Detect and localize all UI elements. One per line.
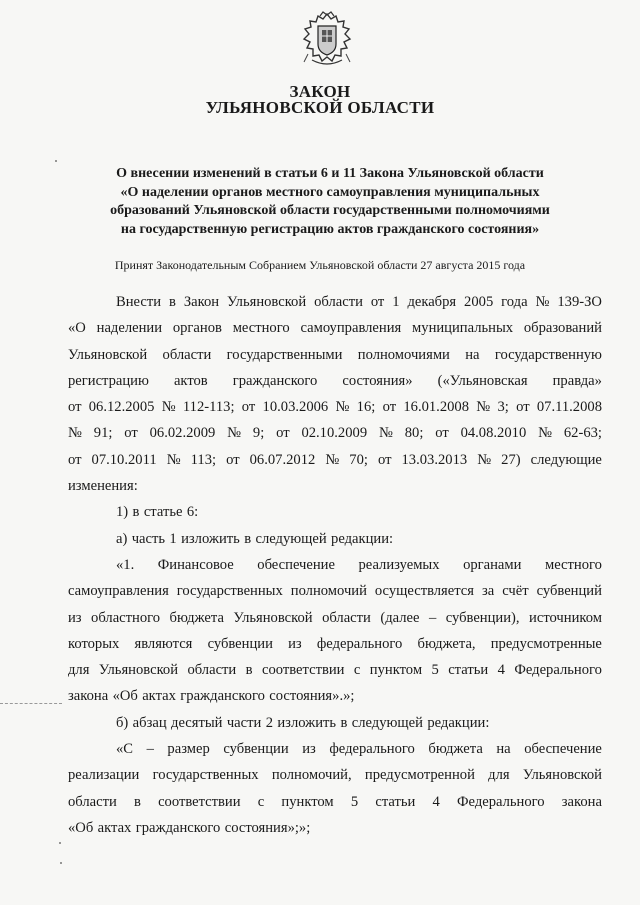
body-word: органов <box>172 320 222 337</box>
body-word: соответствии <box>262 662 345 679</box>
body-word: бюджета <box>428 741 483 758</box>
body-word: источником <box>529 609 602 626</box>
body-line <box>68 657 602 683</box>
body-word: от <box>276 425 290 442</box>
body-word: 5 <box>431 662 439 679</box>
body-word: в <box>168 294 176 310</box>
body-line <box>68 499 602 525</box>
body-word: 27) <box>501 451 521 468</box>
body-word: от <box>124 425 138 442</box>
subject-line: «О наделении органов местного самоуправления муниципальных <box>120 184 540 200</box>
body-word: «С <box>116 741 134 758</box>
body-line <box>68 762 602 788</box>
subject-line: О внесении изменений в статьи 6 и 11 Закона Ульяновской области <box>116 166 544 181</box>
body-word: субвенций <box>536 583 602 600</box>
body-word: 70; <box>349 451 368 468</box>
body-word: счёт <box>502 583 529 600</box>
body-word: Федерального <box>457 793 545 810</box>
margin-dash-mark <box>0 703 62 705</box>
body-word: из <box>302 741 316 758</box>
body-word: области <box>68 793 117 810</box>
body-word: № <box>161 399 176 416</box>
body-line <box>68 315 602 341</box>
body-word: 07.10.2011 <box>91 451 157 468</box>
body-word: статьи <box>375 793 416 810</box>
body-word: областного <box>91 609 161 626</box>
body-word: № <box>325 451 340 468</box>
body-word: реализуемых <box>358 556 440 573</box>
body-word: наделении <box>96 320 163 337</box>
body-word: бюджета, <box>417 635 476 652</box>
body-word: 6: <box>186 504 199 521</box>
scan-speck <box>55 160 57 162</box>
body-word: правда» <box>552 372 602 389</box>
body-word: в <box>132 504 140 521</box>
body-word: 04.08.2010 <box>460 425 527 442</box>
body-word: которых <box>68 635 120 652</box>
body-line <box>68 342 602 368</box>
body-word: реализации <box>68 767 140 784</box>
body-word: – <box>428 609 437 626</box>
body-word: являются <box>134 635 193 652</box>
body-word: следующие <box>530 451 602 468</box>
body-word: 07.11.2008 <box>536 399 602 416</box>
body-word: полномочий <box>290 583 367 600</box>
body-word: в <box>133 793 141 810</box>
body-word: области <box>322 609 371 626</box>
body-word: 06.02.2009 <box>149 425 216 442</box>
body-word: актов <box>173 372 208 389</box>
body-word: в <box>245 662 253 679</box>
body-word: субвенции <box>223 741 289 758</box>
body-word: следующей <box>351 714 423 731</box>
body-word: области <box>187 662 237 679</box>
subject-line: на государственную регистрацию актов гражданского состояния» <box>120 221 540 237</box>
body-word: Ульяновской <box>98 662 179 679</box>
body-word: 06.12.2005 <box>88 399 155 416</box>
body-word: федерального <box>316 635 403 652</box>
body-word: от <box>435 425 449 442</box>
body-line <box>68 631 602 657</box>
body-word: № <box>476 399 491 416</box>
body-word: Ульяновской <box>233 609 313 626</box>
body-word: № <box>166 451 181 468</box>
body-word: размер <box>167 741 210 758</box>
body-line <box>68 552 602 578</box>
body-word: местного <box>544 556 602 573</box>
body-word: 2005 <box>464 294 494 310</box>
body-word: 5 <box>350 793 359 810</box>
body-word: муниципальных <box>412 320 514 337</box>
body-line <box>68 447 602 473</box>
body-word: государственных <box>176 583 283 600</box>
body-word: изложить <box>277 714 337 731</box>
subject-line: образований Ульяновской области государственными полномочиями <box>110 203 550 218</box>
body-line <box>68 710 602 736</box>
body-word: статьи <box>448 662 489 679</box>
adoption-note: Принят Законодательным Собранием Ульяновской области 27 августа 2015 года <box>114 258 526 272</box>
body-line <box>68 815 602 841</box>
body-word: № <box>68 425 82 442</box>
body-word: Федерального <box>514 662 602 679</box>
body-word: гражданского <box>232 372 318 389</box>
body-word: предусмотренные <box>490 635 602 652</box>
body-line <box>68 526 602 552</box>
body-word: обеспечение <box>524 741 602 758</box>
body-line <box>68 605 602 631</box>
body-word: 16; <box>356 399 376 416</box>
body-word: полномочиями <box>357 346 450 363</box>
body-word: предусмотренной <box>364 767 475 784</box>
scan-speck <box>59 842 61 844</box>
body-word: из <box>68 609 82 626</box>
body-word: 91; <box>93 425 113 442</box>
body-word: состояния» <box>342 372 413 389</box>
body-word: из <box>288 635 302 652</box>
body-word: 113; <box>190 451 217 468</box>
body-word: десятый <box>171 714 223 731</box>
body-word: федерального <box>329 741 415 758</box>
body-word: закона <box>561 793 602 810</box>
body-word: «1. <box>116 556 135 573</box>
body-word: на <box>496 741 511 758</box>
body-word: в <box>244 530 252 547</box>
body-word: Финансовое <box>157 556 234 573</box>
law-subject <box>80 165 580 239</box>
body-word: 80; <box>404 425 424 442</box>
body-word: от <box>68 399 82 416</box>
body-word: 16.01.2008 <box>403 399 470 416</box>
body-word: 1 <box>169 530 177 547</box>
body-word: 139-ЗО <box>557 294 602 310</box>
body-word: часть <box>131 530 166 547</box>
body-word: следующей <box>255 530 327 547</box>
body-word: 2 <box>265 714 273 731</box>
body-word: гражданского <box>180 688 265 705</box>
body-word: самоуправления <box>68 583 169 600</box>
law-region-title: УЛЬЯНОВСКОЙ ОБЛАСТИ <box>205 98 435 117</box>
body-word: самоуправления <box>300 320 402 337</box>
body-word: гражданского <box>135 819 221 836</box>
body-word: в <box>340 714 348 731</box>
body-word: года <box>501 294 528 310</box>
body-line <box>68 368 602 394</box>
body-word: – <box>146 741 154 758</box>
body-line <box>68 578 602 604</box>
body-word: 112-113; <box>182 399 235 416</box>
body-word: 4 <box>432 793 440 810</box>
body-word: пунктом <box>281 793 334 810</box>
body-word: осуществляется <box>374 583 474 600</box>
coat-of-arms-icon <box>298 10 356 72</box>
body-word: редакции: <box>427 714 490 731</box>
body-word: «Об <box>68 819 94 836</box>
body-word: обеспечение <box>257 556 335 573</box>
body-line <box>68 736 602 762</box>
body-word: государственную <box>494 346 602 363</box>
body-word: области <box>162 346 212 363</box>
body-word: Ульяновской <box>522 767 602 784</box>
body-word: Закон <box>183 294 220 310</box>
body-word: от <box>241 399 256 416</box>
body-word: с <box>257 793 265 810</box>
body-word: Внести <box>116 294 162 310</box>
body-word: актах <box>142 688 176 705</box>
body-word: 02.10.2009 <box>301 425 368 442</box>
law-body-text <box>68 289 602 841</box>
body-word: декабря <box>407 294 457 310</box>
body-word: Ульяновской <box>226 294 307 310</box>
body-line <box>68 473 602 499</box>
body-word: от <box>377 451 392 468</box>
body-word: для <box>488 767 510 784</box>
body-word: «О <box>68 320 86 337</box>
body-word: от <box>68 451 82 468</box>
body-word: регистрацию <box>68 372 149 389</box>
body-word: государственных <box>152 767 259 784</box>
body-word: области <box>314 294 363 310</box>
body-word: «Об <box>112 688 138 705</box>
body-word: (далее <box>380 609 420 626</box>
body-word: статье <box>143 504 183 521</box>
body-word: актах <box>97 819 132 836</box>
body-line <box>68 683 602 709</box>
body-word: Ульяновской <box>68 346 148 363</box>
body-word: полномочий, <box>271 767 352 784</box>
body-line <box>68 420 602 446</box>
body-word: изложить <box>181 530 240 547</box>
body-word: а) <box>116 530 128 547</box>
body-word: 1 <box>392 294 400 310</box>
body-word: субвенции), <box>445 609 520 626</box>
body-word: образований <box>523 320 602 337</box>
body-word: бюджета <box>169 609 224 626</box>
body-word: 3; <box>497 399 509 416</box>
body-word: с <box>353 662 361 679</box>
body-word: соответствии <box>158 793 241 810</box>
body-word: б) <box>116 714 129 731</box>
body-word: от <box>516 399 530 416</box>
body-word: 13.03.2013 <box>401 451 468 468</box>
body-word: № <box>227 425 242 442</box>
body-word: абзац <box>132 714 167 731</box>
body-line <box>68 394 602 420</box>
law-title: ЗАКОН <box>289 82 351 101</box>
body-word: местного <box>232 320 290 337</box>
body-word: от <box>226 451 240 468</box>
body-word: состояния».»; <box>269 688 355 705</box>
body-word: для <box>68 662 90 679</box>
body-word: за <box>481 583 495 600</box>
body-line <box>68 289 602 315</box>
body-word: закона <box>68 688 109 705</box>
body-word: 10.03.2006 <box>262 399 329 416</box>
body-word: 62-63; <box>563 425 602 442</box>
body-word: части <box>226 714 262 731</box>
body-word: государственными <box>226 346 343 363</box>
body-word: № <box>477 451 492 468</box>
body-word: изменения: <box>68 478 138 495</box>
body-word: от <box>382 399 397 416</box>
scan-speck <box>60 862 62 864</box>
body-word: органами <box>463 556 522 573</box>
body-word: № <box>335 399 350 416</box>
body-line <box>68 789 602 815</box>
body-word: («Ульяновская <box>437 372 528 389</box>
body-word: № <box>535 294 550 310</box>
body-word: состояния»;»; <box>224 819 311 836</box>
body-word: на <box>465 346 480 363</box>
body-word: 06.07.2012 <box>249 451 316 468</box>
body-word: № <box>378 425 393 442</box>
body-word: № <box>538 425 553 442</box>
body-word: редакции: <box>331 530 394 547</box>
body-word: 4 <box>497 662 505 679</box>
body-word: 1) <box>116 504 129 521</box>
body-word: пунктом <box>369 662 423 679</box>
body-word: 9; <box>252 425 265 442</box>
body-word: субвенции <box>207 635 273 652</box>
body-word: от <box>370 294 385 310</box>
